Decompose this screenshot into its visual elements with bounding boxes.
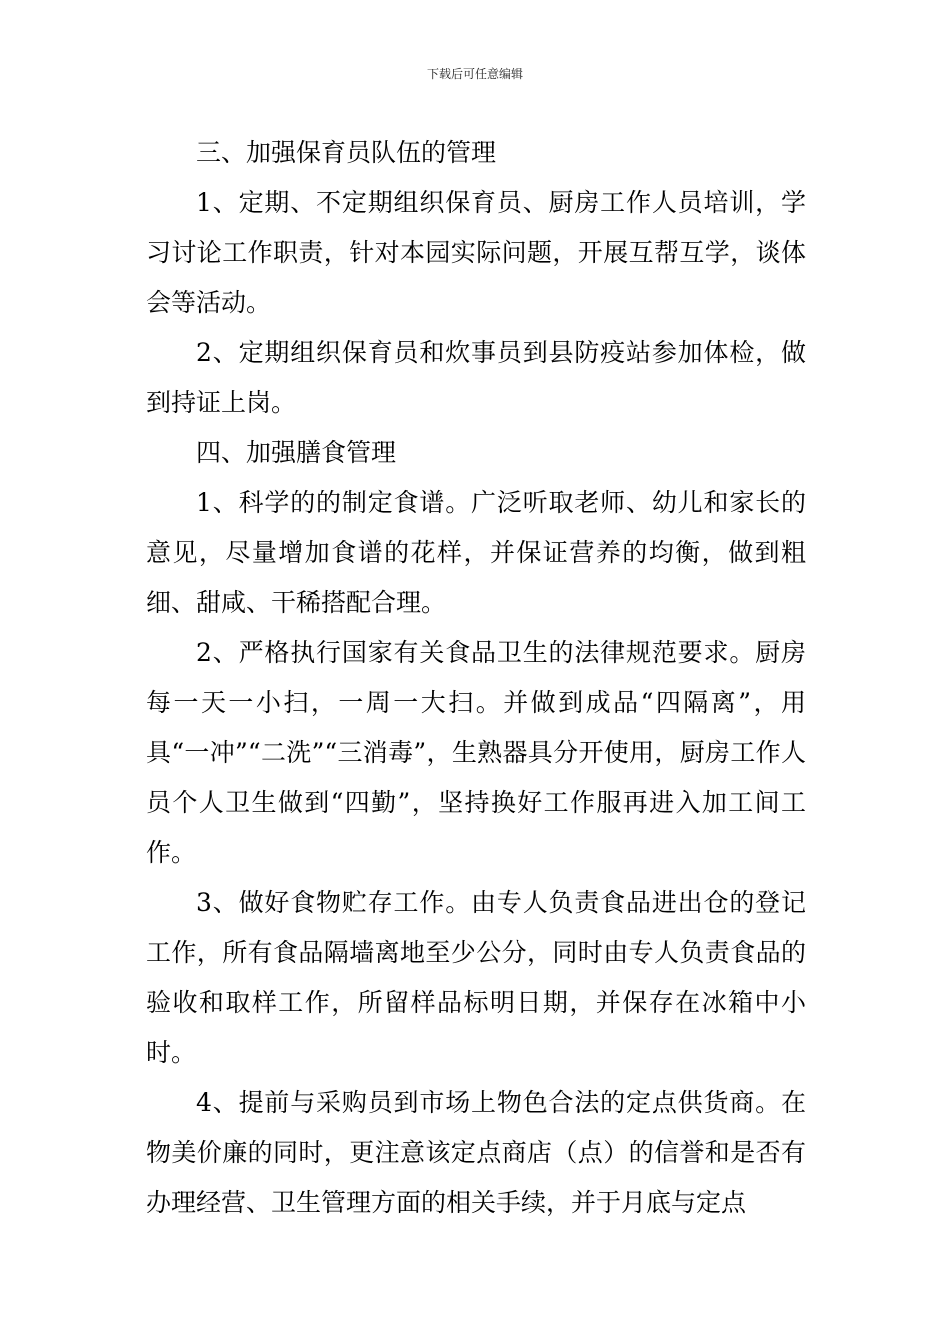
paragraph-menu: 1、科学的的制定食谱。广泛听取老师、幼儿和家长的意见，尽量增加食谱的花样，并保证营养的均衡，做到粗细、甜咸、干稀搭配合理。 [146, 488, 806, 617]
section-heading-3: 三、加强保育员队伍的管理 [196, 138, 497, 167]
paragraph-health-check: 2、定期组织保育员和炊事员到县防疫站参加体检，做到持证上岗。 [146, 338, 806, 417]
paragraph-storage: 3、做好食物贮存工作。由专人负责食品进出仓的登记工作，所有食品隔墙离地至少公分，同时由专人负责食品的验收和取样工作，所留样品标明日期，并保存在冰箱中小时。 [146, 888, 806, 1067]
header-note: 下载后可任意编辑 [426, 67, 523, 81]
paragraph-hygiene: 2、严格执行国家有关食品卫生的法律规范要求。厨房每一天一小扫，一周一大扫。并做到成品“四隔离”，用具“一冲”“二洗”“三消毒”，生熟器具分开使用，厨房工作人员个人卫生做到“四勤”，坚持换好工作服再进入加工间工作。 [146, 638, 806, 867]
paragraph-suppliers: 4、提前与采购员到市场上物色合法的定点供货商。在物美价廉的同时，更注意该定点商店（点）的信誉和是否有办理经营、卫生管理方面的相关手续，并于月底与定点 [146, 1088, 806, 1217]
document-body [146, 128, 806, 1228]
section-heading-4: 四、加强膳食管理 [196, 438, 397, 467]
paragraph-training: 1、定期、不定期组织保育员、厨房工作人员培训，学习讨论工作职责，针对本园实际问题，开展互帮互学，谈体会等活动。 [146, 188, 806, 317]
